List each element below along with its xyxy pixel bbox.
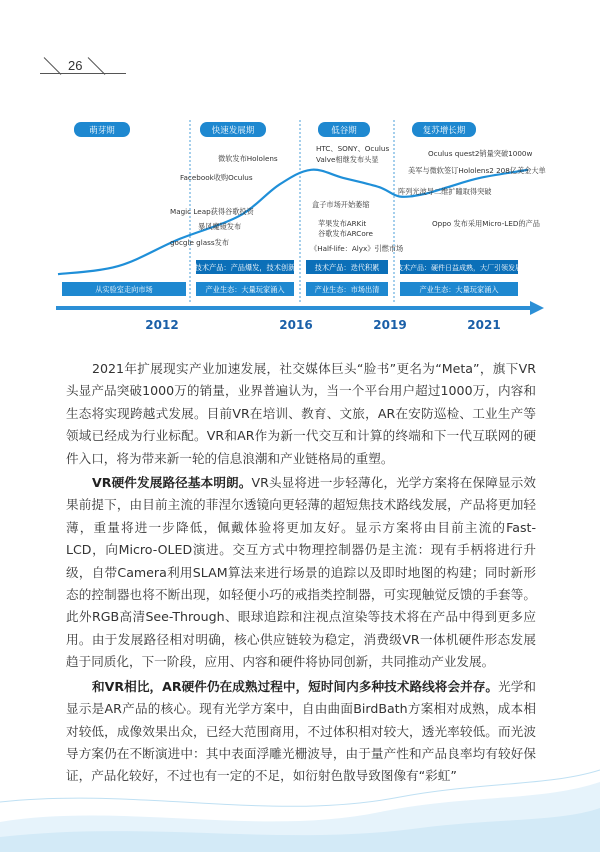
tech-bar-label-2: 技术产品：迭代积累 bbox=[314, 263, 380, 272]
milestone-arcore: 谷歌发布ARCore bbox=[318, 229, 373, 238]
milestone-magicleap: Magic Leap获得谷歌投资 bbox=[170, 207, 254, 216]
paragraph-2-heading: VR硬件发展路径基本明朗。 bbox=[92, 475, 252, 491]
eco-bar-label-1: 从实验室走向市场 bbox=[95, 285, 153, 294]
milestone-quest2: Oculus quest2销量突破1000w bbox=[428, 149, 533, 158]
eco-bars bbox=[62, 282, 518, 296]
phase-labels bbox=[74, 122, 476, 137]
axis-arrow bbox=[530, 301, 544, 315]
milestone-box-market: 盒子市场开始萎缩 bbox=[312, 200, 370, 209]
paragraph-3-body: 光学和显示是AR产品的核心。现有光学方案中，自由曲面BirdBath方案相对成熟，成本相对较低，成像效果出众，已经大范围商用，不过体积相对较大，透光率较低。而光波导方案仍在不断演进中：其中表面浮雕光栅波导，由于量产性和产品良率均有较好保证，产品化较好，不过也有一定的不足，如衍射色散导致图像有“彩虹” bbox=[66, 678, 537, 784]
milestone-waveguide: 阵列光波导二维扩瞳取得突破 bbox=[398, 187, 492, 196]
year-2016: 2016 bbox=[279, 318, 313, 332]
year-2019: 2019 bbox=[373, 318, 407, 332]
tech-bar-label-3: 技术产品：硬件日益成熟，大厂引领发展 bbox=[396, 264, 522, 272]
milestone-hololens: 微软发布Hololens bbox=[218, 154, 278, 163]
milestone-arkit: 苹果发布ARKit bbox=[318, 219, 367, 228]
eco-bar-label-4: 产业生态：大量玩家涌入 bbox=[419, 285, 499, 294]
milestone-oppo: Oppo 发布采用Micro-LED的产品 bbox=[432, 219, 540, 228]
phase-label-3: 低谷期 bbox=[331, 126, 357, 136]
page-number: 26 bbox=[68, 58, 83, 73]
paragraph-2 bbox=[66, 472, 536, 674]
milestone-valve: Valve相继发布头显 bbox=[316, 155, 379, 164]
milestone-hololens2-deal: 美军与微软签订Hololens2 208亿美金大单 bbox=[408, 166, 546, 175]
milestone-facebook-oculus: Facebook收购Oculus bbox=[180, 173, 253, 182]
bottom-wave-decoration bbox=[0, 742, 600, 852]
timeline-axis bbox=[56, 301, 544, 332]
header-rule bbox=[40, 73, 126, 74]
paragraph-1: 2021年扩展现实产业加速发展，社交媒体巨头“脸书”更名为“Meta”，旗下VR头显产品突破1000万的销量，业界普遍认为，当一个平台用户超过1000万，内容和生态将实现跨越式发展。目前VR在培训、教育、文旅，AR在安防巡检、工业生产等领域已经成为行业标配。VR和AR作为新一代交互和计算的终端和下一代互联网的硬件入口，将为带来新一轮的信息浪潮和产业链格局的重塑。 bbox=[66, 361, 536, 466]
paragraph-3-heading: 和VR相比，AR硬件仍在成熟过程中，短时间内多种技术路线将会并存。 bbox=[92, 678, 499, 694]
paragraph-2-body: VR头显将进一步轻薄化，光学方案将在保障显示效果前提下，由目前主流的菲涅尔透镜向更轻薄的超短焦技术路线发展，产品将更加轻薄，重量将进一步降低，佩戴体验将更加友好。显示方案将由目前主流的Fast-LCD，向Micro-OLED演进。交互方式中物理控制器仍是主流：现有手柄将进行升级，自带Camera利用SLAM算法来进行场景的追踪以及即时地图的构建；同时新形态的控制器也将不断出现，如轻便小巧的戒指类控制器，可实现触觉反馈的手套等。此外RGB高清See-Through、眼球追踪和注视点渲染等技术将在产品中得到更多应用。由于发展路径相对明确，核心供应链较为稳定，消费级VR一体机硬件形态发展趋于同质化，下一阶段，应用、内容和硬件将协同创新，共同推动产业发展。 bbox=[66, 475, 536, 670]
phase-label-1: 萌芽期 bbox=[89, 126, 115, 136]
eco-bar-label-3: 产业生态：市场出清 bbox=[314, 285, 380, 294]
phase-label-4: 复苏增长期 bbox=[422, 126, 466, 136]
eco-bar-label-2: 产业生态：大量玩家涌入 bbox=[205, 285, 285, 294]
milestone-google-glass: gocgle glass发布 bbox=[170, 238, 230, 247]
tech-bars bbox=[195, 260, 522, 274]
body-text bbox=[66, 358, 536, 790]
milestone-alyx: 《Half-life：Alyx》引燃市场 bbox=[310, 244, 404, 253]
industry-timeline-chart bbox=[0, 112, 600, 342]
year-2012: 2012 bbox=[145, 318, 179, 332]
phase-label-2: 快速发展期 bbox=[211, 126, 255, 136]
year-2021: 2021 bbox=[467, 318, 501, 332]
milestone-baofeng: 暴风魔镜发布 bbox=[198, 222, 242, 231]
milestone-htc-sony: HTC、SONY、Oculus bbox=[316, 144, 390, 153]
tech-bar-label-1: 技术产品：产品爆发，技术创新 bbox=[194, 263, 296, 272]
milestones bbox=[170, 144, 546, 253]
